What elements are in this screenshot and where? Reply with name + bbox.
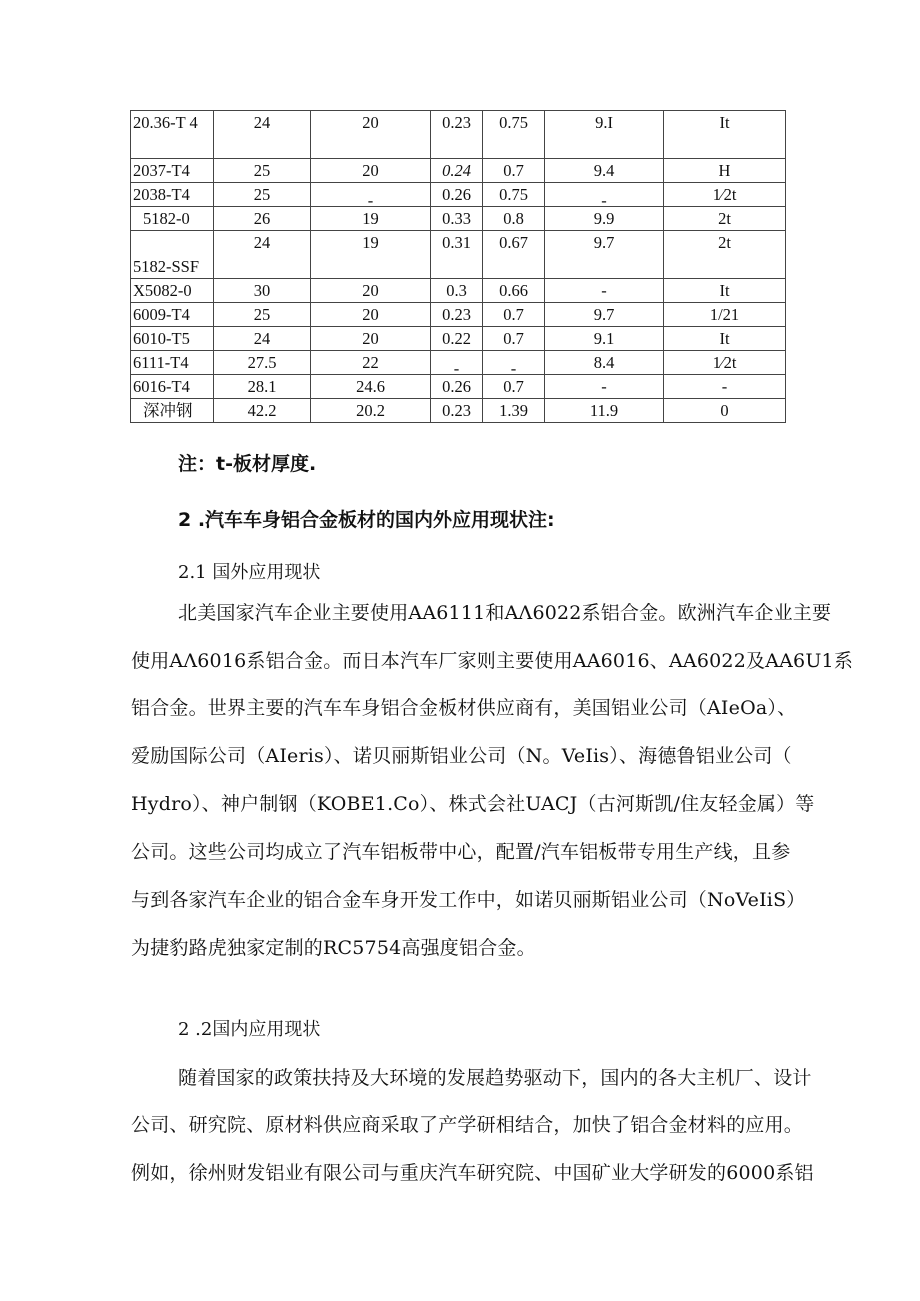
value-cell (483, 351, 545, 378)
paragraph-line: 北美国家汽车企业主要使用AA6111和AΛ6022系铝合金。欧洲汽车企业主要 (178, 602, 832, 624)
value-cell: 0.31 (431, 231, 483, 279)
table-row (131, 399, 786, 423)
value-cell: 30 (214, 279, 311, 303)
value-cell: H (664, 159, 786, 183)
dash-value: - (453, 359, 460, 378)
paragraph-line: 铝合金。世界主要的汽车车身铝合金板材供应商有，美国铝业公司（AIeOa）、 (131, 697, 797, 719)
alloy-cell: 6010-T5 (131, 327, 214, 351)
value-cell: 9.I (545, 111, 664, 159)
alloy-cell: 2038-T4 (131, 183, 214, 207)
value-cell: 9.1 (545, 327, 664, 351)
value-cell: 25 (214, 159, 311, 183)
alloy-cell: 5182-SSF (131, 231, 214, 279)
value-cell: 0.7 (483, 303, 545, 327)
value-cell (545, 183, 664, 210)
alloy-cell: 2037-T4 (131, 159, 214, 183)
value-cell: 1/21 (664, 303, 786, 327)
value-cell: 0.3 (431, 279, 483, 303)
value-cell: 0 (664, 399, 786, 423)
value-cell: 0.66 (483, 279, 545, 303)
alloy-cell: 5182-0 (131, 207, 214, 231)
value-cell: 20 (311, 279, 431, 303)
table-row (131, 351, 786, 375)
paragraph-line: Hydro）、神户制钢（KOBE1.Co）、株式会社UACJ（古河斯凯/住友轻金属）等 (131, 793, 815, 815)
value-cell: 25 (214, 183, 311, 207)
value-cell: 11.9 (545, 399, 664, 423)
table-note: 注：t-板材厚度. (178, 453, 317, 475)
value-cell: - (545, 279, 664, 303)
value-cell: 25 (214, 303, 311, 327)
alloy-cell: 6111-T4 (131, 351, 214, 375)
table-row (131, 279, 786, 303)
value-cell: 24.6 (311, 375, 431, 399)
paragraph-line: 例如，徐州财发铝业有限公司与重庆汽车研究院、中国矿业大学研发的6000系铝 (131, 1162, 814, 1184)
value-cell: 19 (311, 207, 431, 231)
value-cell: 1⁄2t (664, 183, 786, 207)
value-cell: 20 (311, 303, 431, 327)
value-cell: 0.26 (431, 183, 483, 207)
alloy-cell: 深冲钢 (131, 399, 214, 423)
value-cell: 24 (214, 231, 311, 279)
value-cell: 20 (311, 159, 431, 183)
value-cell: 42.2 (214, 399, 311, 423)
paragraph-line: 随着国家的政策扶持及大环境的发展趋势驱动下，国内的各大主机厂、设计 (178, 1067, 812, 1089)
value-cell: 19 (311, 231, 431, 279)
value-cell: It (664, 111, 786, 159)
value-cell: 0.75 (483, 111, 545, 159)
value-cell (311, 183, 431, 210)
table-row (131, 303, 786, 327)
alloy-properties-table (130, 110, 786, 423)
value-cell: 24 (214, 327, 311, 351)
value-cell: 0.23 (431, 111, 483, 159)
alloy-cell: 20.36-T 4 (131, 111, 214, 159)
value-cell: 0.23 (431, 303, 483, 327)
value-cell: 26 (214, 207, 311, 231)
paragraph-line: 公司。这些公司均成立了汽车铝板带中心，配置/汽车铝板带专用生产线，且参 (131, 841, 791, 863)
value-cell: 0.67 (483, 231, 545, 279)
value-cell: 28.1 (214, 375, 311, 399)
section-2-2-heading: 2 .2国内应用现状 (178, 1019, 321, 1040)
table-row (131, 111, 786, 159)
value-cell: 0.7 (483, 327, 545, 351)
value-cell: 0.23 (431, 399, 483, 423)
alloy-cell: X5082-0 (131, 279, 214, 303)
value-cell: 0.75 (483, 183, 545, 207)
dash-value: - (601, 191, 607, 210)
table-row (131, 231, 786, 279)
alloy-cell: 6016-T4 (131, 375, 214, 399)
table-row (131, 159, 786, 183)
alloy-cell: 6009-T4 (131, 303, 214, 327)
table-row (131, 207, 786, 231)
table-row (131, 375, 786, 399)
value-cell: 8.4 (545, 351, 664, 375)
value-cell: 0.8 (483, 207, 545, 231)
value-cell: 9.7 (545, 303, 664, 327)
paragraph-line: 使用AΛ6016系铝合金。而日本汽车厂家则主要使用AA6016、AA6022及AA6U1系 (131, 650, 854, 672)
dash-value: - (510, 359, 517, 378)
value-cell: 0.26 (431, 375, 483, 399)
value-cell: It (664, 327, 786, 351)
value-cell: 1.39 (483, 399, 545, 423)
value-cell: 20 (311, 327, 431, 351)
value-cell: - (664, 375, 786, 399)
value-cell: 22 (311, 351, 431, 375)
dash-value: - (367, 191, 374, 210)
table-row (131, 327, 786, 351)
paragraph-line: 爱励国际公司（AIeris）、诺贝丽斯铝业公司（N。VeIis）、海德鲁铝业公司（ (131, 745, 792, 767)
section-2-heading: 2 .汽车车身铝合金板材的国内外应用现状注: (178, 509, 555, 531)
value-cell: 0.7 (483, 159, 545, 183)
value-cell: - (545, 375, 664, 399)
value-cell: 9.7 (545, 231, 664, 279)
value-cell: 24 (214, 111, 311, 159)
value-cell: 0.22 (431, 327, 483, 351)
value-cell: 2t (664, 207, 786, 231)
value-cell: 0.24 (431, 159, 483, 183)
paragraph-line: 为捷豹路虎独家定制的RC5754高强度铝合金。 (131, 937, 536, 959)
paragraph-line: 与到各家汽车企业的铝合金车身开发工作中，如诺贝丽斯铝业公司（NoVeIiS） (131, 889, 806, 911)
value-cell (431, 351, 483, 378)
value-cell: 0.33 (431, 207, 483, 231)
paragraph-line: 公司、研究院、原材料供应商采取了产学研相结合，加快了铝合金材料的应用。 (131, 1114, 804, 1136)
value-cell: 2t (664, 231, 786, 279)
value-cell: 0.7 (483, 375, 545, 399)
value-cell: 9.9 (545, 207, 664, 231)
table-row (131, 183, 786, 207)
value-cell: It (664, 279, 786, 303)
value-cell: 27.5 (214, 351, 311, 375)
value-cell: 9.4 (545, 159, 664, 183)
value-cell: 20 (311, 111, 431, 159)
value-cell: 20.2 (311, 399, 431, 423)
value-cell: 1⁄2t (664, 351, 786, 375)
section-2-1-heading: 2.1 国外应用现状 (178, 562, 321, 583)
